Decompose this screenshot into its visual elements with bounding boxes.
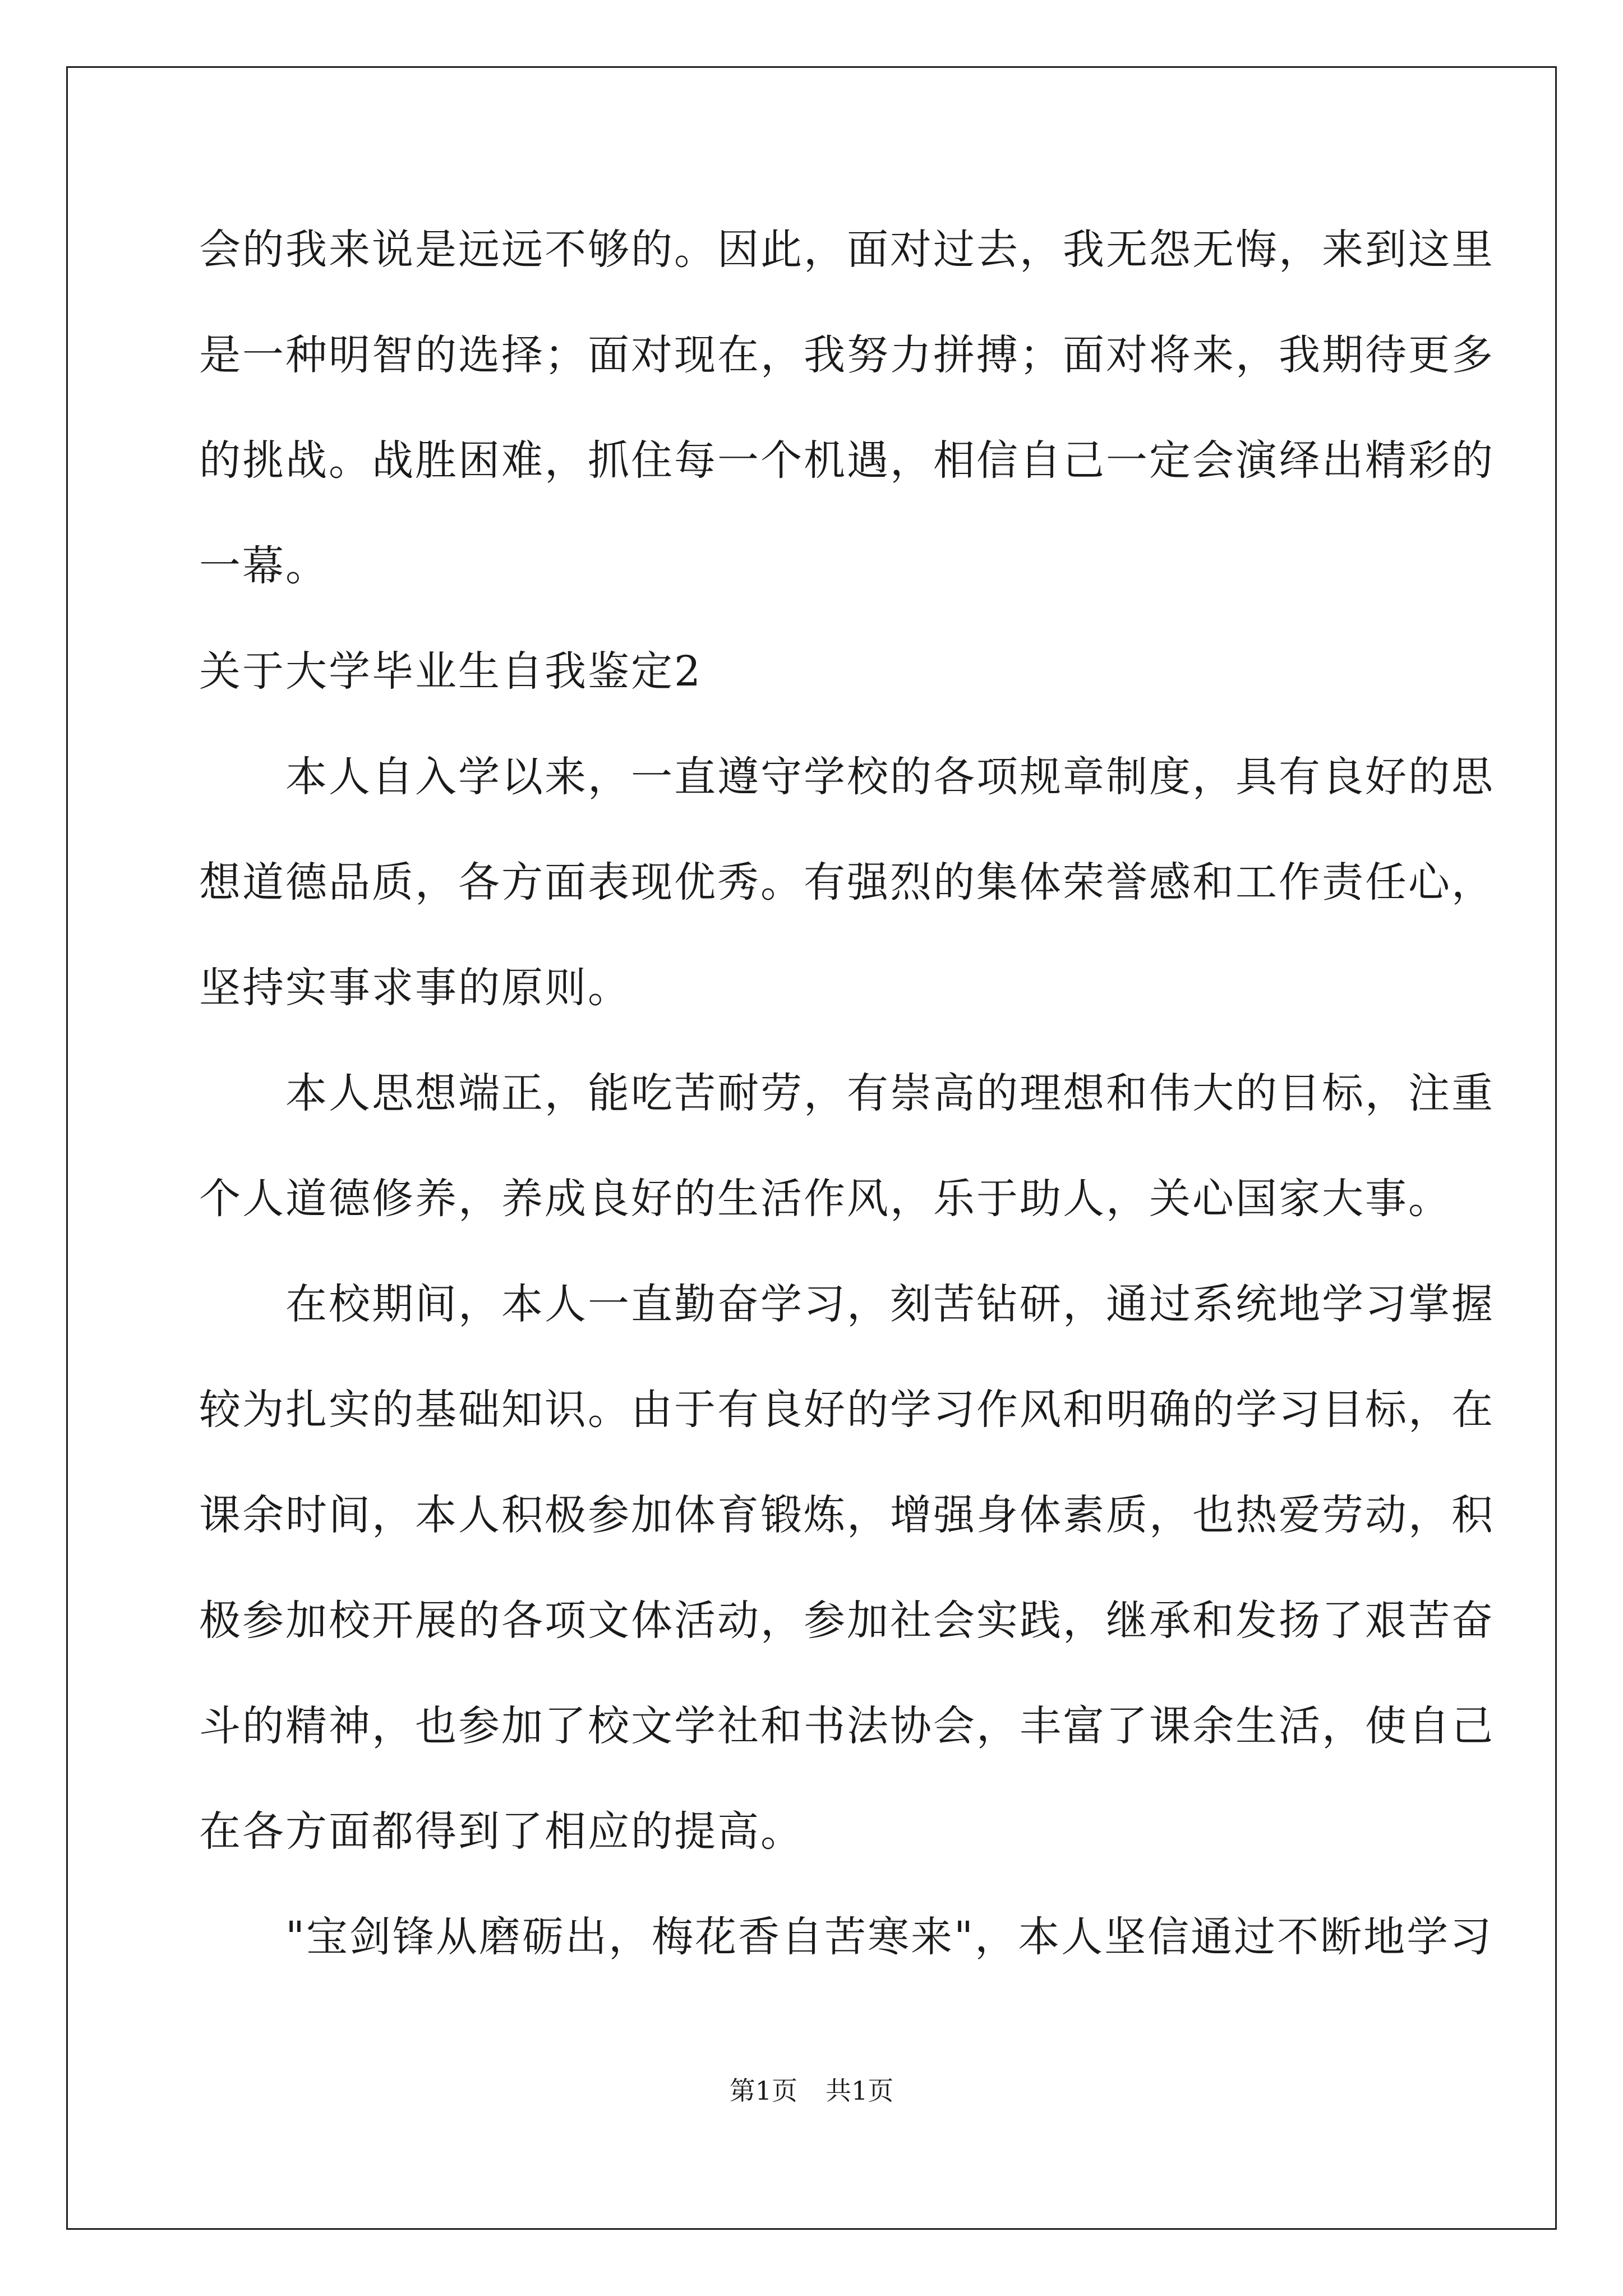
text-line: 本人思想端正，能吃苦耐劳，有崇高的理想和伟大的目标，注重 bbox=[199, 1069, 1495, 1117]
document-body bbox=[199, 216, 1495, 2009]
page-number: 第1页 bbox=[729, 2076, 797, 2106]
section-heading: 关于大学毕业生自我鉴定2 bbox=[199, 647, 703, 696]
page-total: 共1页 bbox=[826, 2076, 894, 2106]
text-line: 较为扎实的基础知识。由于有良好的学习作风和明确的学习目标，在 bbox=[199, 1386, 1495, 1434]
text-line: 坚持实事求事的原则。 bbox=[199, 964, 631, 1012]
text-line: 的挑战。战胜困难，抓住每一个机遇，相信自己一定会演绎出精彩的 bbox=[199, 436, 1495, 485]
text-line: 会的我来说是远远不够的。因此，面对过去，我无怨无悔，来到这里 bbox=[199, 226, 1495, 274]
text-line: "宝剑锋从磨砺出，梅花香自苦寒来"，本人坚信通过不断地学习 bbox=[199, 1913, 1493, 1961]
text-line: 是一种明智的选择；面对现在，我努力拼搏；面对将来，我期待更多 bbox=[199, 331, 1495, 379]
text-line: 想道德品质，各方面表现优秀。有强烈的集体荣誉感和工作责任心， bbox=[199, 858, 1495, 907]
text-line: 本人自入学以来，一直遵守学校的各项规章制度，具有良好的思 bbox=[199, 753, 1495, 801]
text-line: 在各方面都得到了相应的提高。 bbox=[199, 1807, 804, 1856]
page-footer bbox=[0, 2074, 1623, 2108]
text-line: 一幕。 bbox=[199, 542, 329, 590]
text-line: 在校期间，本人一直勤奋学习，刻苦钻研，通过系统地学习掌握 bbox=[199, 1280, 1495, 1328]
text-line: 斗的精神，也参加了校文学社和书法协会，丰富了课余生活，使自己 bbox=[199, 1702, 1495, 1750]
text-line: 极参加校开展的各项文体活动，参加社会实践，继承和发扬了艰苦奋 bbox=[199, 1596, 1495, 1645]
text-line: 个人道德修养，养成良好的生活作风，乐于助人，关心国家大事。 bbox=[199, 1175, 1451, 1223]
text-line: 课余时间，本人积极参加体育锻炼，增强身体素质，也热爱劳动，积 bbox=[199, 1491, 1495, 1539]
